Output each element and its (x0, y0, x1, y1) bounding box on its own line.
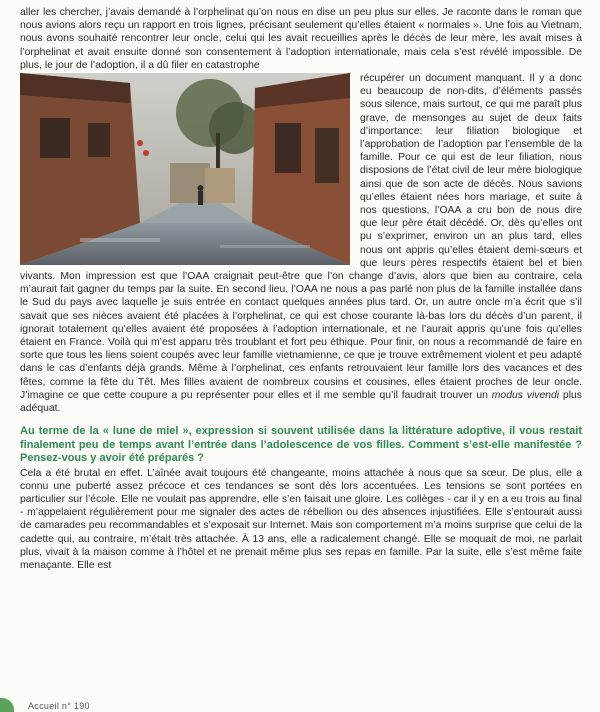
interview-answer: Cela a été brutal en effet. L’aînée avait toujours été changeante, moins attachée à nous que sa sœur. De plus, elle a connu une puberté assez précoce et ces tendances se sont dès lors accentuées. Les tensions se sont portées en particulier sur l’école. Elle ne voulait pas apprendre, elle s’en faisait une gloire. Les collèges - car il y en a eu trois au final - m’appelaient régulièrement pour me signaler des actes de rébellion ou des absences injustifiées. Elle s’entourait aussi de camarades peu recommandables et s’exposait sur Internet. Mais son comportement m’a moins surprise que celui de la cadette qui, au contraire, m’était très attachée. À 13 ans, elle a radicalement changé. Elle se moquait de moi, ne parlait plus, vivait à la maison comme à l’hôtel et ne prenait même plus ses repas en famille. Par la suite, elle s’est même faite menaçante. Elle est (20, 467, 582, 571)
interview-question: Au terme de la « lune de miel », expression si souvent utilisée dans la littérature adoptive, il vous restait finalement peu de temps avant l’entrée dans l’adolescence de vos filles. Comment s’est-elle manifestée ? Pensez-vous y avoir été préparés ? (20, 425, 582, 465)
paragraph-main-italic: modus vivendi (491, 389, 560, 401)
magazine-footer: Accueil n° 190 (28, 701, 90, 711)
paragraph-main-end: plus adéquat. (20, 389, 582, 415)
magazine-page (20, 6, 582, 706)
paragraph-intro: aller les chercher, j’avais demandé à l’orphelinat qu’on nous en dise un peu plus sur elles. Je raconte dans le roman que nous avions alors reçu un rapport en trois lignes, précisant seulement qu’elles étaient « normales ». Une fois au Vietnam, nous avons souhaité rencontrer leur oncle, celui qui les avait recueillies après le décès de leur mère, les avait mises à l’orphelinat et avait ensuite donné son consentement à l’adoption internationale, mais cela s’est révélé impossible. De plus, le jour de l’adoption, il a dû filer en catastrophe (20, 7, 582, 71)
street-photo (20, 73, 350, 265)
paragraph-main-text: récupérer un document manquant. Il y a donc eu beaucoup de non-dits, d’éléments passés sous silence, mais surtout, ce qui me paraît plus grave, de mensonges au sujet de deux faits d’importance: leur filiation biologique et l’approbation de l’adoption par l’ensemble de la famille. Pour ce qui est de leur filiation, nous disposions de l’état civil de leur mère biologique ainsi que de son acte de décès. Nous savions qu’elles étaient nées hors mariage, et suite à nos questions, l’OAA a cru bon de nous dire que leur père était décédé. Or, dès qu’elles ont pu s’exprimer, environ un an plus tard, elles nous ont appris qu’elles étaient demi-sœurs et que leurs pères respectifs étaient bel et bien vivants. Mon impression est que l’OAA craignait peut-être que l’on change d’avis, alors que bien au contraire, cela m’aurait fait gagner du temps par la suite. En second lieu, l’OAA ne nous a pas parlé non plus de la famille installée dans le Sud du pays avec laquelle je suis entrée en contact quelques années plus tard. Or, un autre oncle m’a écrit que s’il savait que ses nièces avaient été placées à l’orphelinat, ce qui est chose courante là-bas lors du décès d’un parent, il ignorait totalement qu’elles avaient été proposées à l’adoption internationale, et ne l’aurait appris qu’une fois qu’elles étaient en France. Voilà qui m’est apparu très troublant et fort peu éthique. Pour finir, on nous a recommandé de faire en sorte que tous les liens soient coupés avec leur famille vietnamienne, ce que je trouve extrêmement violent et peu adapté dans le cas d’enfants déjà grands. Même à l’orphelinat, ces enfants retrouvaient leur famille lors des vacances et des fêtes, comme la fête du Têt. Mes filles avaient de nombreux cousins et cousines, elles étaient proches de leur oncle. J’imagine ce que cette coupure a pu représenter pour elles et il me semble qu’il faudrait trouver un (20, 73, 582, 401)
page-number-badge (0, 698, 14, 712)
street-photo-illustration (20, 73, 350, 265)
